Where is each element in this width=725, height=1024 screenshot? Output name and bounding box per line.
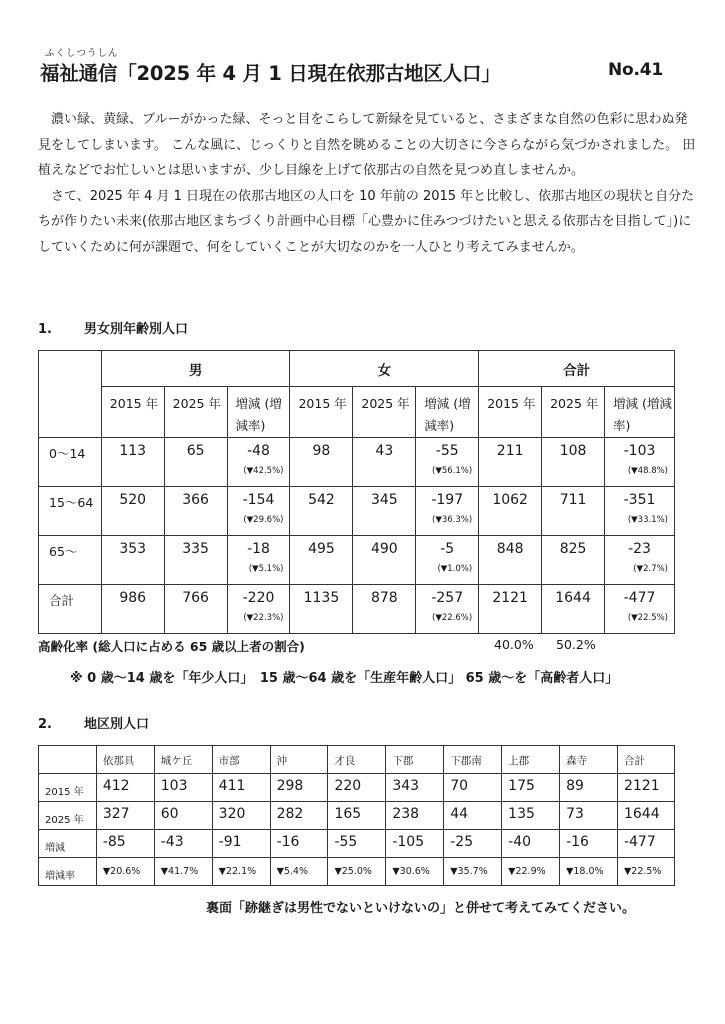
district-cell: ▼35.7% <box>444 858 502 886</box>
district-cell: ▼20.6% <box>96 858 154 886</box>
table-cell <box>290 487 353 536</box>
group-header: 女 <box>290 351 479 387</box>
district-cell: 282 <box>270 802 328 830</box>
district-cell: 73 <box>560 802 618 830</box>
district-cell: -55 <box>328 830 386 858</box>
cell-value: 1644 <box>555 590 591 606</box>
intro-paragraph-1: 濃い緑、黄緑、ブルーがかった緑、そっと目をこらして新緑を見ていると、さまざまな自然の色彩に思わぬ発見をしてしまいます。 こんな風に、じっくりと自然を眺めることの大切さに今さらながら気づかされました。 田植えなどでお忙しいとは思いますが、少し目線を上げて依那古の自然を見つめ直しませんか。 <box>38 112 696 178</box>
cell-value: 986 <box>119 590 147 606</box>
district-cell: ▼22.1% <box>212 858 270 886</box>
district-cell: 320 <box>212 802 270 830</box>
table-corner-cell <box>39 351 102 438</box>
district-cell: 298 <box>270 774 328 802</box>
cell-value: -23 <box>628 541 651 557</box>
table-cell <box>479 438 542 487</box>
aging-rate-label: 高齢化率 (総人口に占める 65 歳以上者の割合) <box>38 639 305 654</box>
district-name: 上郡 <box>502 746 560 774</box>
column-header: 2015 年 <box>479 387 542 438</box>
cell-value: 345 <box>370 492 398 508</box>
cell-rate: (▼42.5%) <box>243 466 284 476</box>
table-cell <box>416 585 479 634</box>
district-name: 才良 <box>328 746 386 774</box>
district-cell: -25 <box>444 830 502 858</box>
cell-value: 848 <box>496 541 524 557</box>
title-ruby: ふくしつうしん <box>45 48 119 59</box>
cell-value: -257 <box>431 590 464 606</box>
table-row <box>39 536 675 585</box>
table-cell <box>605 487 675 536</box>
cell-value: 113 <box>119 443 147 459</box>
district-cell: 1644 <box>617 802 674 830</box>
table-cell <box>290 438 353 487</box>
table-cell <box>479 585 542 634</box>
district-cell: 175 <box>502 774 560 802</box>
cell-value: -477 <box>623 590 656 606</box>
cell-rate: (▼22.6%) <box>432 613 473 623</box>
cell-value: -5 <box>440 541 455 557</box>
cell-value: 542 <box>308 492 335 508</box>
district-cell: ▼30.6% <box>386 858 444 886</box>
district-cell: -43 <box>154 830 212 858</box>
table-cell <box>416 438 479 487</box>
gender-age-table <box>38 350 675 634</box>
table-cell <box>416 536 479 585</box>
district-cell: ▼22.9% <box>502 858 560 886</box>
cell-value: 366 <box>182 492 209 508</box>
table-cell <box>164 438 227 487</box>
cell-rate: (▼1.0%) <box>437 564 473 574</box>
table-cell <box>353 585 416 634</box>
table-cell <box>101 536 164 585</box>
district-cell: ▼5.4% <box>270 858 328 886</box>
table-cell <box>101 487 164 536</box>
intro-text <box>38 107 698 260</box>
district-table <box>38 745 675 886</box>
intro-paragraph-2: さて、2025 年 4 月 1 日現在の依那古地区の人口を 10 年前の 2015 年と比較し、依那古地区の現状と自分たちが作りたい未来(依那古地区まちづくり計画中心目標「心豊かに住みつづけたいと思える依那古を目指して」)にしていくために何が課題で、何をしていくことが大切なのかを一人ひとり考えてみませんか。 <box>38 188 695 255</box>
district-row-label: 増減率 <box>39 858 97 886</box>
cell-value: 98 <box>312 443 331 459</box>
district-name: 依那具 <box>96 746 154 774</box>
cell-value: 2121 <box>492 590 528 606</box>
district-cell: 44 <box>444 802 502 830</box>
table-cell <box>353 487 416 536</box>
section1-heading <box>38 318 188 337</box>
column-header: 増減 (増減率) <box>416 387 479 438</box>
district-cell: 343 <box>386 774 444 802</box>
table-cell <box>101 438 164 487</box>
table-cell <box>227 585 290 634</box>
district-cell: 60 <box>154 802 212 830</box>
cell-value: 711 <box>559 492 587 508</box>
table-header-row <box>39 351 675 387</box>
cell-value: -351 <box>623 492 656 508</box>
table-cell <box>479 487 542 536</box>
table-row <box>39 487 675 536</box>
row-label: 65～ <box>39 536 102 585</box>
district-cell: 2121 <box>617 774 674 802</box>
column-header: 増減 (増減率) <box>605 387 675 438</box>
district-name: 合計 <box>617 746 674 774</box>
district-cell: 327 <box>96 802 154 830</box>
cell-value: 335 <box>182 541 209 557</box>
table-row <box>39 438 675 487</box>
district-cell: ▼18.0% <box>560 858 618 886</box>
table-cell <box>227 487 290 536</box>
district-row-label: 2025 年 <box>39 802 97 830</box>
table-cell <box>605 585 675 634</box>
table-cell <box>290 585 353 634</box>
group-header: 男 <box>101 351 290 387</box>
cell-value: 878 <box>370 590 398 606</box>
district-name: 城ケ丘 <box>154 746 212 774</box>
aging-rate-2025: 50.2% <box>556 637 596 652</box>
district-name: 沖 <box>270 746 328 774</box>
district-row <box>39 802 675 830</box>
cell-value: 520 <box>119 492 147 508</box>
table-cell <box>290 536 353 585</box>
cell-value: 825 <box>559 541 587 557</box>
table-cell <box>353 438 416 487</box>
section2-title: 地区別人口 <box>84 717 150 732</box>
district-cell: -105 <box>386 830 444 858</box>
table-cell <box>416 487 479 536</box>
cell-rate: (▼36.3%) <box>432 515 473 525</box>
district-name: 森寺 <box>560 746 618 774</box>
table-cell <box>479 536 542 585</box>
table-subheader-row <box>39 387 675 438</box>
district-cell: 220 <box>328 774 386 802</box>
column-header: 2025 年 <box>353 387 416 438</box>
issue-number: No.41 <box>608 60 664 80</box>
district-cell: -16 <box>270 830 328 858</box>
row-label: 合計 <box>39 585 102 634</box>
table-cell <box>542 585 605 634</box>
cell-rate: (▼48.8%) <box>627 466 668 476</box>
district-cell: 165 <box>328 802 386 830</box>
table-cell <box>164 487 227 536</box>
section2-number: 2. <box>38 717 52 732</box>
section1-title: 男女別年齢別人口 <box>84 322 189 337</box>
cell-value: 766 <box>182 590 209 606</box>
table-cell <box>605 438 675 487</box>
cell-value: -154 <box>242 492 275 508</box>
cell-value: 490 <box>370 541 398 557</box>
district-name: 下郡南 <box>444 746 502 774</box>
district-row-label: 増減 <box>39 830 97 858</box>
district-cell: -16 <box>560 830 618 858</box>
cell-value: 495 <box>308 541 335 557</box>
section2-heading <box>38 713 149 732</box>
cell-value: 43 <box>375 443 394 459</box>
district-cell: -91 <box>212 830 270 858</box>
cell-value: 65 <box>186 443 205 459</box>
district-corner-cell <box>39 746 97 774</box>
cell-rate: (▼33.1%) <box>627 515 668 525</box>
cell-rate: (▼22.3%) <box>243 613 284 623</box>
table-cell <box>542 487 605 536</box>
district-row-label: 2015 年 <box>39 774 97 802</box>
cell-rate: (▼56.1%) <box>432 466 473 476</box>
group-header: 合計 <box>479 351 675 387</box>
section1-number: 1. <box>38 322 52 337</box>
cell-value: -18 <box>247 541 270 557</box>
district-cell: 135 <box>502 802 560 830</box>
column-header: 2025 年 <box>164 387 227 438</box>
cell-rate: (▼2.7%) <box>633 564 668 574</box>
district-cell: -40 <box>502 830 560 858</box>
cell-rate: (▼5.1%) <box>248 564 284 574</box>
district-row <box>39 858 675 886</box>
cell-value: 108 <box>559 443 587 459</box>
footer-note: 裏面「跡継ぎは男性でないといけないの」と併せて考えてみてください。 <box>206 901 636 916</box>
district-cell: 103 <box>154 774 212 802</box>
table-cell <box>353 536 416 585</box>
aging-rate-2015: 40.0% <box>494 637 534 652</box>
table-row <box>39 585 675 634</box>
cell-value: 353 <box>119 541 147 557</box>
column-header: 2015 年 <box>290 387 353 438</box>
table-cell <box>227 536 290 585</box>
title-text: 福祉通信「2025 年 4 月 1 日現在依那古地区人口」 <box>40 62 501 85</box>
table-cell <box>227 438 290 487</box>
table-cell <box>164 536 227 585</box>
age-group-note: ※ 0 歳～14 歳を「年少人口」 15 歳～64 歳を「生産年齢人口」 65 歳～を「高齢者人口」 <box>70 671 619 686</box>
district-name: 下郡 <box>386 746 444 774</box>
district-cell: 411 <box>212 774 270 802</box>
column-header: 2025 年 <box>542 387 605 438</box>
district-row <box>39 774 675 802</box>
cell-value: -48 <box>247 443 270 459</box>
cell-rate: (▼29.6%) <box>243 515 284 525</box>
table-cell <box>164 585 227 634</box>
district-header-row <box>39 746 675 774</box>
district-row <box>39 830 675 858</box>
column-header: 増減 (増減率) <box>227 387 290 438</box>
cell-value: -55 <box>435 443 459 459</box>
cell-value: 1062 <box>492 492 528 508</box>
column-header: 2015 年 <box>101 387 164 438</box>
cell-rate: (▼22.5%) <box>627 613 668 623</box>
district-cell: 89 <box>560 774 618 802</box>
cell-value: 1135 <box>303 590 340 606</box>
cell-value: -220 <box>242 590 275 606</box>
row-label: 0～14 <box>39 438 102 487</box>
cell-value: 211 <box>496 443 524 459</box>
district-cell: ▼41.7% <box>154 858 212 886</box>
table-cell <box>605 536 675 585</box>
cell-value: -197 <box>431 492 464 508</box>
district-cell: -85 <box>96 830 154 858</box>
district-cell: -477 <box>617 830 674 858</box>
district-name: 市部 <box>212 746 270 774</box>
district-cell: 70 <box>444 774 502 802</box>
table-cell <box>542 536 605 585</box>
row-label: 15～64 <box>39 487 102 536</box>
table-cell <box>101 585 164 634</box>
district-cell: ▼22.5% <box>617 858 674 886</box>
cell-value: -103 <box>623 443 656 459</box>
district-cell: 238 <box>386 802 444 830</box>
page-title <box>40 58 664 86</box>
district-cell: 412 <box>96 774 154 802</box>
table-cell <box>542 438 605 487</box>
district-cell: ▼25.0% <box>328 858 386 886</box>
